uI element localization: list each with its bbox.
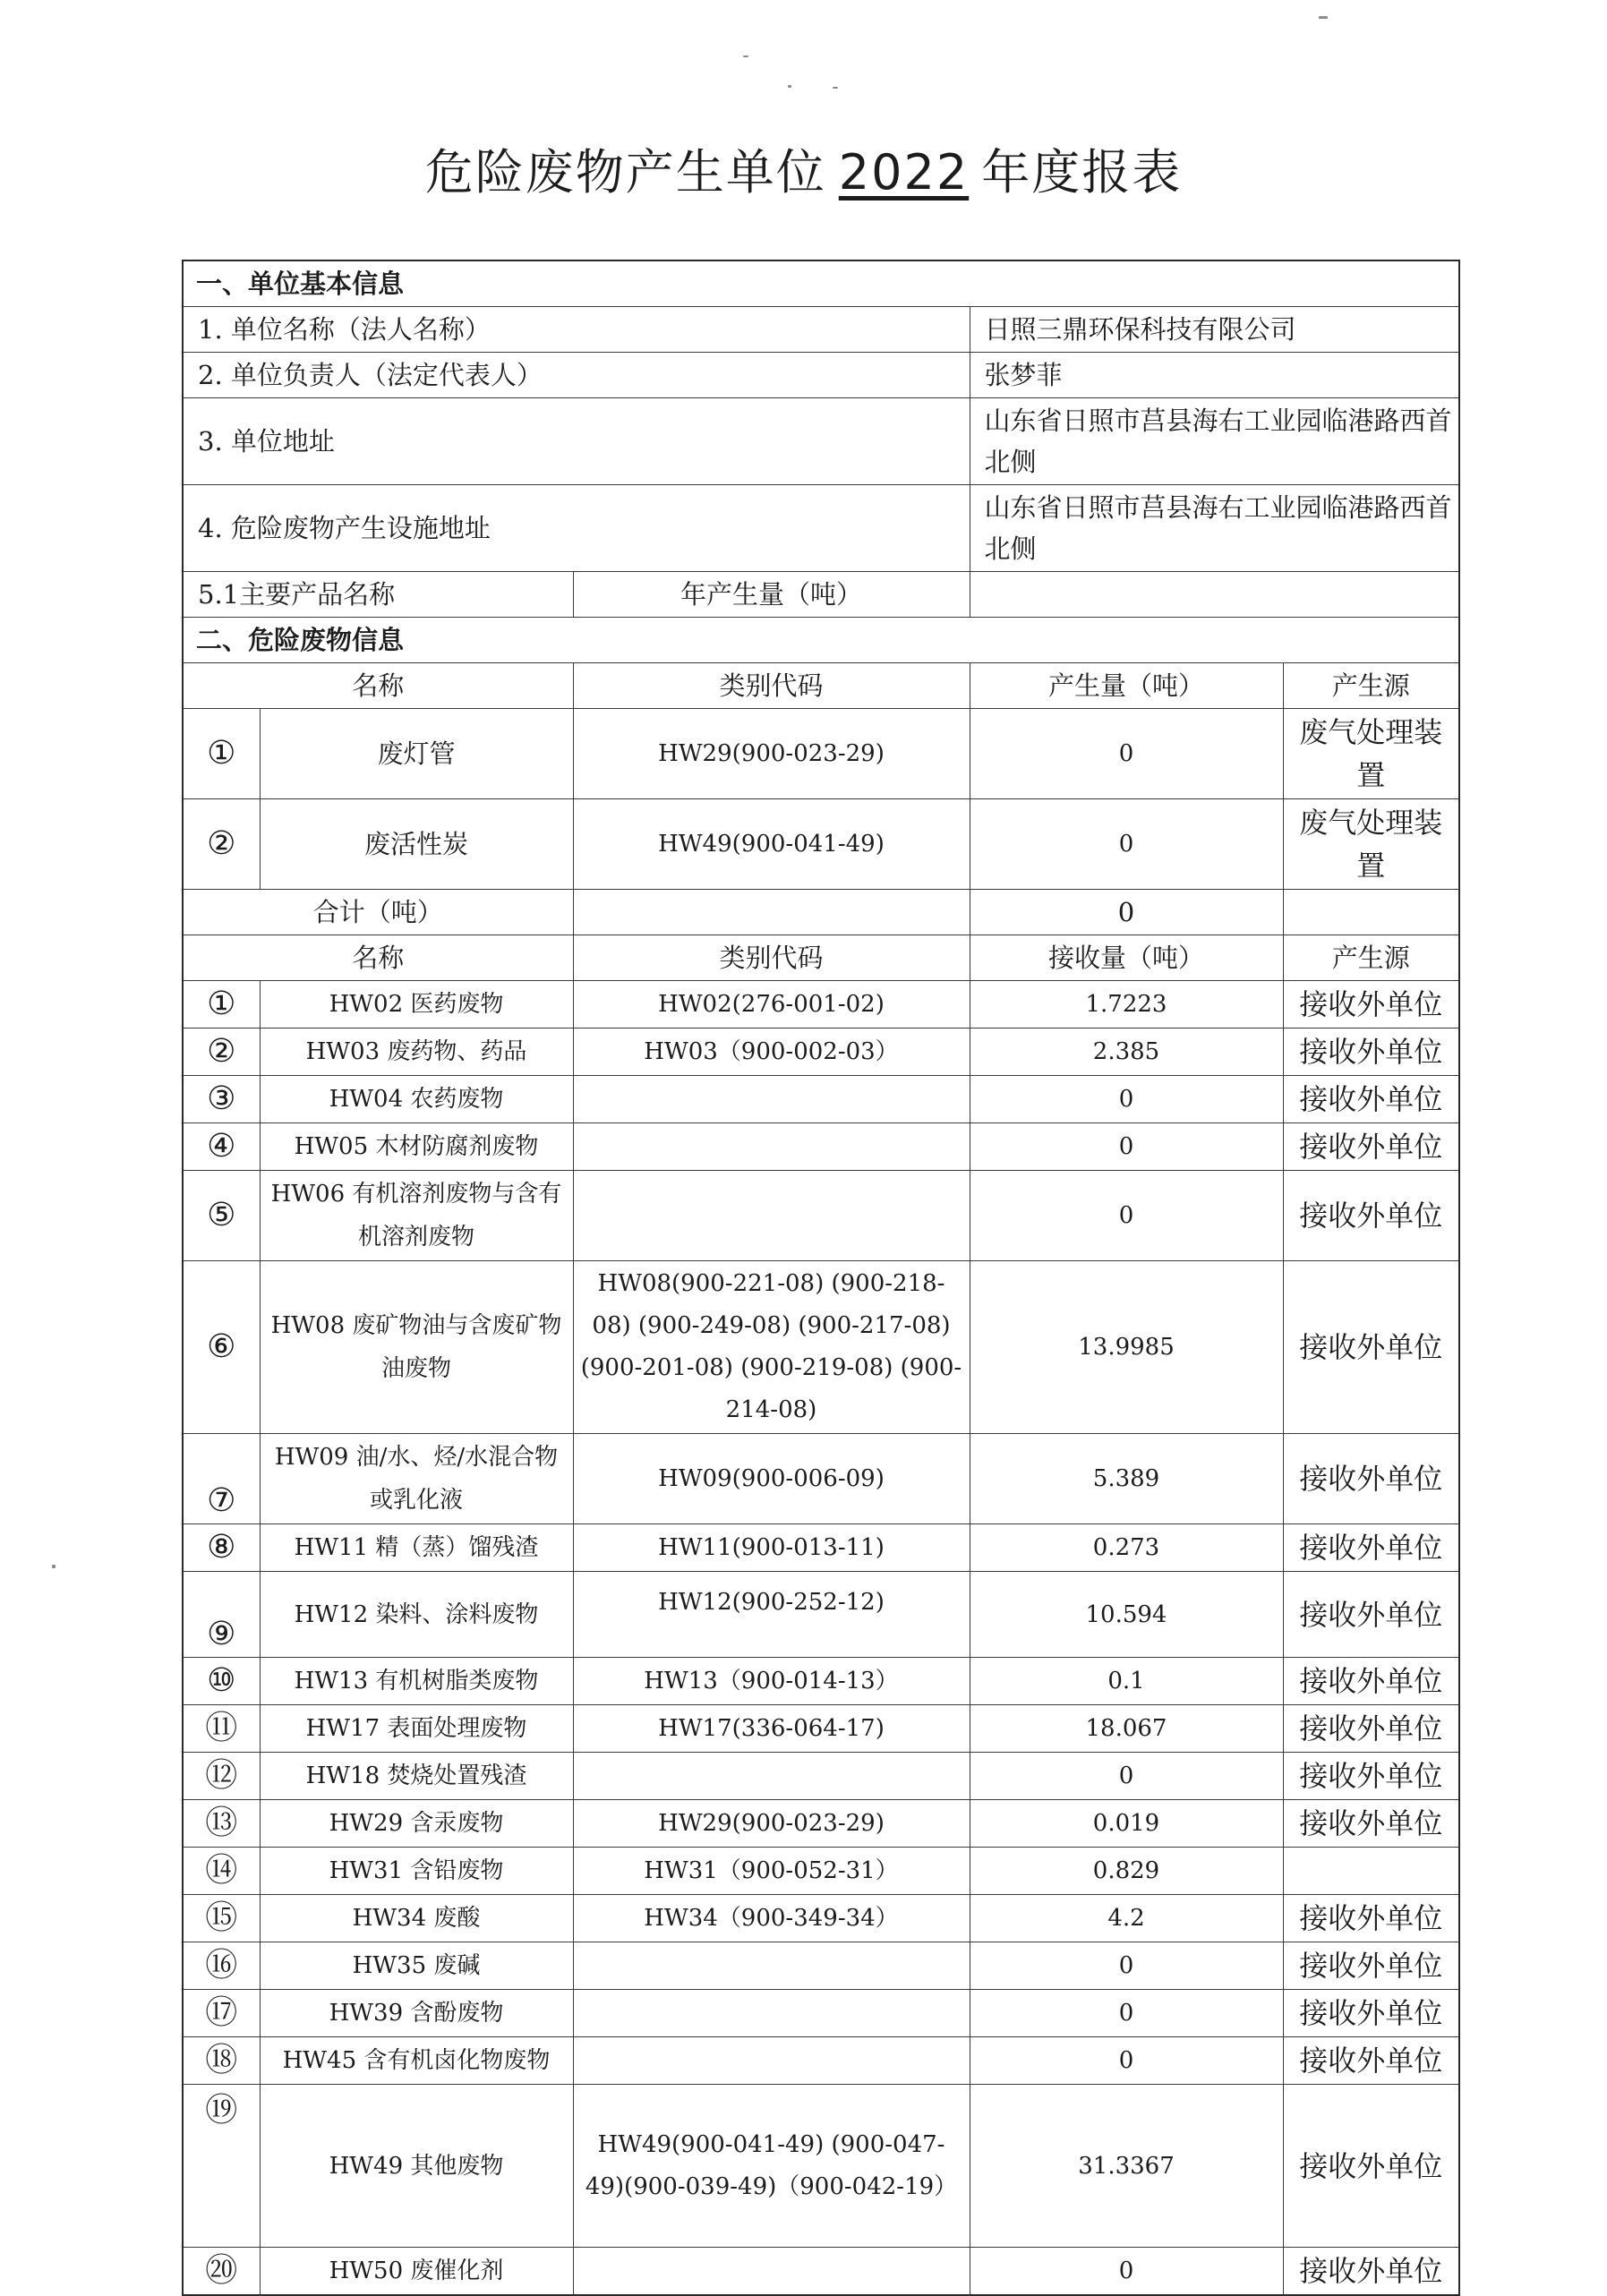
row-number-icon: ③ [183, 1076, 260, 1123]
waste-code [573, 1076, 970, 1123]
scan-speck [743, 55, 748, 57]
waste-amount: 10.594 [970, 1572, 1283, 1658]
waste-code [573, 1753, 970, 1800]
received-row [183, 1895, 1459, 1942]
received-row [183, 1029, 1459, 1076]
waste-amount: 0.829 [970, 1848, 1283, 1895]
row-number-icon: ⑤ [183, 1171, 260, 1261]
report-table [182, 260, 1460, 2296]
total-code [573, 890, 970, 935]
title-year: 2022 [838, 144, 970, 201]
row-number-icon: ⑦ [183, 1434, 260, 1524]
output-value [970, 572, 1459, 618]
received-row [183, 1123, 1459, 1171]
received-row [183, 1753, 1459, 1800]
col-header-name: 名称 [183, 663, 573, 709]
title-prefix: 危险废物产生单位 [424, 144, 826, 201]
waste-code: HW03（900-002-03） [573, 1029, 970, 1076]
waste-amount: 0.273 [970, 1524, 1283, 1572]
waste-amount: 18.067 [970, 1705, 1283, 1753]
waste-amount: 2.385 [970, 1029, 1283, 1076]
waste-amount: 0 [970, 1171, 1283, 1261]
waste-amount: 5.389 [970, 1434, 1283, 1524]
waste-code: HW12(900-252-12) [573, 1572, 970, 1658]
waste-name: HW49 其他废物 [260, 2085, 573, 2248]
waste-amount: 0.019 [970, 1800, 1283, 1848]
waste-source: 接收外单位 [1283, 1524, 1459, 1572]
waste-code: HW02(276-001-02) [573, 981, 970, 1029]
waste-name: HW02 医药废物 [260, 981, 573, 1029]
waste-code: HW31（900-052-31） [573, 1848, 970, 1895]
waste-source [1283, 1848, 1459, 1895]
waste-code [573, 1942, 970, 1990]
waste-name: HW08 废矿物油与含废矿物油废物 [260, 1261, 573, 1434]
received-row [183, 1171, 1459, 1261]
waste-name: HW03 废药物、药品 [260, 1029, 573, 1076]
received-row [183, 2085, 1459, 2248]
waste-name: HW05 木材防腐剂废物 [260, 1123, 573, 1171]
scan-speck [52, 1565, 56, 1568]
waste-amount: 0 [970, 709, 1283, 799]
waste-name: HW29 含汞废物 [260, 1800, 573, 1848]
waste-amount: 13.9985 [970, 1261, 1283, 1434]
row-number-icon: ⑮ [183, 1895, 260, 1942]
info-label: 2. 单位负责人（法定代表人） [183, 353, 970, 398]
waste-name: HW34 废酸 [260, 1895, 573, 1942]
total-label: 合计（吨） [183, 890, 573, 935]
waste-code: HW29(900-023-29) [573, 1800, 970, 1848]
waste-code: HW49(900-041-49) [573, 799, 970, 890]
waste-amount: 1.7223 [970, 981, 1283, 1029]
received-row [183, 1658, 1459, 1705]
waste-amount: 0 [970, 1076, 1283, 1123]
waste-source: 接收外单位 [1283, 1171, 1459, 1261]
received-row [183, 1261, 1459, 1434]
waste-amount: 0.1 [970, 1658, 1283, 1705]
info-row [183, 307, 1459, 353]
waste-source: 接收外单位 [1283, 1123, 1459, 1171]
waste-name: HW11 精（蒸）馏残渣 [260, 1524, 573, 1572]
col-header-source: 产生源 [1283, 935, 1459, 981]
info-label: 4. 危险废物产生设施地址 [183, 485, 970, 572]
row-number-icon: ⑪ [183, 1705, 260, 1753]
received-row [183, 1800, 1459, 1848]
waste-amount: 0 [970, 1753, 1283, 1800]
row-number-icon: ⑫ [183, 1753, 260, 1800]
waste-name: HW12 染料、涂料废物 [260, 1572, 573, 1658]
product-row [183, 572, 1459, 618]
waste-code: HW17(336-064-17) [573, 1705, 970, 1753]
waste-code: HW49(900-041-49) (900-047-49)(900-039-49)（900-042-19） [573, 2085, 970, 2248]
waste-name: HW13 有机树脂类废物 [260, 1658, 573, 1705]
waste-source: 接收外单位 [1283, 1434, 1459, 1524]
waste-amount: 0 [970, 2248, 1283, 2296]
info-label: 3. 单位地址 [183, 398, 970, 485]
waste-source: 接收外单位 [1283, 1990, 1459, 2037]
waste-amount: 4.2 [970, 1895, 1283, 1942]
waste-source: 接收外单位 [1283, 1261, 1459, 1434]
waste-name: HW50 废催化剂 [260, 2248, 573, 2296]
waste-source: 接收外单位 [1283, 1658, 1459, 1705]
waste-code [573, 2037, 970, 2085]
waste-amount: 0 [970, 799, 1283, 890]
row-number-icon: ① [183, 981, 260, 1029]
received-row [183, 1942, 1459, 1990]
section1-heading-row [183, 260, 1459, 307]
col-header-amount: 产生量（吨） [970, 663, 1283, 709]
info-value: 山东省日照市莒县海右工业园临港路西首北侧 [970, 398, 1459, 485]
row-number-icon: ⑭ [183, 1848, 260, 1895]
info-label: 1. 单位名称（法人名称） [183, 307, 970, 353]
waste-source: 接收外单位 [1283, 1895, 1459, 1942]
info-row [183, 398, 1459, 485]
waste-source: 接收外单位 [1283, 1705, 1459, 1753]
total-value: 0 [970, 890, 1283, 935]
received-row [183, 1076, 1459, 1123]
waste-code: HW34（900-349-34） [573, 1895, 970, 1942]
info-row [183, 485, 1459, 572]
waste-code: HW09(900-006-09) [573, 1434, 970, 1524]
waste-amount: 0 [970, 2037, 1283, 2085]
waste-source: 接收外单位 [1283, 2085, 1459, 2248]
waste-name: HW31 含铅废物 [260, 1848, 573, 1895]
output-label: 年产生量（吨） [573, 572, 970, 618]
col-header-code: 类别代码 [573, 663, 970, 709]
received-table-body [183, 981, 1459, 2296]
row-number-icon: ④ [183, 1123, 260, 1171]
waste-amount: 31.3367 [970, 2085, 1283, 2248]
produced-row [183, 799, 1459, 890]
received-row [183, 1572, 1459, 1658]
info-value: 山东省日照市莒县海右工业园临港路西首北侧 [970, 485, 1459, 572]
row-number-icon: ② [183, 799, 260, 890]
waste-source: 废气处理装置 [1283, 709, 1459, 799]
page-title [0, 134, 1607, 203]
waste-source: 接收外单位 [1283, 1942, 1459, 1990]
row-number-icon: ⑨ [183, 1572, 260, 1658]
row-number-icon: ⑬ [183, 1800, 260, 1848]
produced-header-row [183, 663, 1459, 709]
waste-source: 接收外单位 [1283, 1076, 1459, 1123]
row-number-icon: ① [183, 709, 260, 799]
section1-heading: 一、单位基本信息 [183, 260, 1459, 307]
waste-code: HW08(900-221-08) (900-218-08) (900-249-08) (900-217-08) (900-201-08) (900-219-08) (900-214-08) [573, 1261, 970, 1434]
received-row [183, 1705, 1459, 1753]
waste-name: HW17 表面处理废物 [260, 1705, 573, 1753]
waste-amount: 0 [970, 1942, 1283, 1990]
waste-name: 废灯管 [260, 709, 573, 799]
waste-source: 接收外单位 [1283, 1572, 1459, 1658]
row-number-icon: ⑧ [183, 1524, 260, 1572]
received-row [183, 2248, 1459, 2296]
title-suffix: 年度报表 [981, 144, 1183, 201]
total-row [183, 890, 1459, 935]
waste-name: HW45 含有机卤化物废物 [260, 2037, 573, 2085]
waste-code: HW11(900-013-11) [573, 1524, 970, 1572]
waste-name: HW09 油/水、烃/水混合物或乳化液 [260, 1434, 573, 1524]
waste-amount: 0 [970, 1123, 1283, 1171]
info-row [183, 353, 1459, 398]
waste-source: 接收外单位 [1283, 1753, 1459, 1800]
waste-code [573, 1171, 970, 1261]
waste-source: 废气处理装置 [1283, 799, 1459, 890]
row-number-icon: ⑰ [183, 1990, 260, 2037]
col-header-source: 产生源 [1283, 663, 1459, 709]
info-value: 张梦菲 [970, 353, 1459, 398]
waste-name: HW04 农药废物 [260, 1076, 573, 1123]
waste-name: HW35 废碱 [260, 1942, 573, 1990]
section2-heading: 二、危险废物信息 [183, 618, 1459, 663]
row-number-icon: ⑩ [183, 1658, 260, 1705]
row-number-icon: ⑯ [183, 1942, 260, 1990]
received-row [183, 981, 1459, 1029]
info-value: 日照三鼎环保科技有限公司 [970, 307, 1459, 353]
row-number-icon: ⑲ [183, 2085, 260, 2248]
row-number-icon: ② [183, 1029, 260, 1076]
section2-heading-row [183, 618, 1459, 663]
received-header-row [183, 935, 1459, 981]
scan-speck [1319, 16, 1328, 19]
waste-amount: 0 [970, 1990, 1283, 2037]
waste-code: HW29(900-023-29) [573, 709, 970, 799]
scan-speck [833, 87, 838, 89]
waste-source: 接收外单位 [1283, 2037, 1459, 2085]
col-header-name: 名称 [183, 935, 573, 981]
product-label: 5.1主要产品名称 [183, 572, 573, 618]
row-number-icon: ⑥ [183, 1261, 260, 1434]
row-number-icon: ⑳ [183, 2248, 260, 2296]
waste-source: 接收外单位 [1283, 1029, 1459, 1076]
produced-row [183, 709, 1459, 799]
received-row [183, 1434, 1459, 1524]
received-row [183, 2037, 1459, 2085]
received-row [183, 1990, 1459, 2037]
received-row [183, 1524, 1459, 1572]
col-header-amount: 接收量（吨） [970, 935, 1283, 981]
waste-source: 接收外单位 [1283, 1800, 1459, 1848]
waste-name: HW06 有机溶剂废物与含有机溶剂废物 [260, 1171, 573, 1261]
waste-code [573, 2248, 970, 2296]
waste-code [573, 1123, 970, 1171]
col-header-code: 类别代码 [573, 935, 970, 981]
waste-source: 接收外单位 [1283, 981, 1459, 1029]
waste-code: HW13（900-014-13） [573, 1658, 970, 1705]
waste-name: HW39 含酚废物 [260, 1990, 573, 2037]
scan-speck [788, 85, 791, 88]
waste-code [573, 1990, 970, 2037]
waste-name: HW18 焚烧处置残渣 [260, 1753, 573, 1800]
total-source [1283, 890, 1459, 935]
row-number-icon: ⑱ [183, 2037, 260, 2085]
received-row [183, 1848, 1459, 1895]
waste-name: 废活性炭 [260, 799, 573, 890]
waste-source: 接收外单位 [1283, 2248, 1459, 2296]
